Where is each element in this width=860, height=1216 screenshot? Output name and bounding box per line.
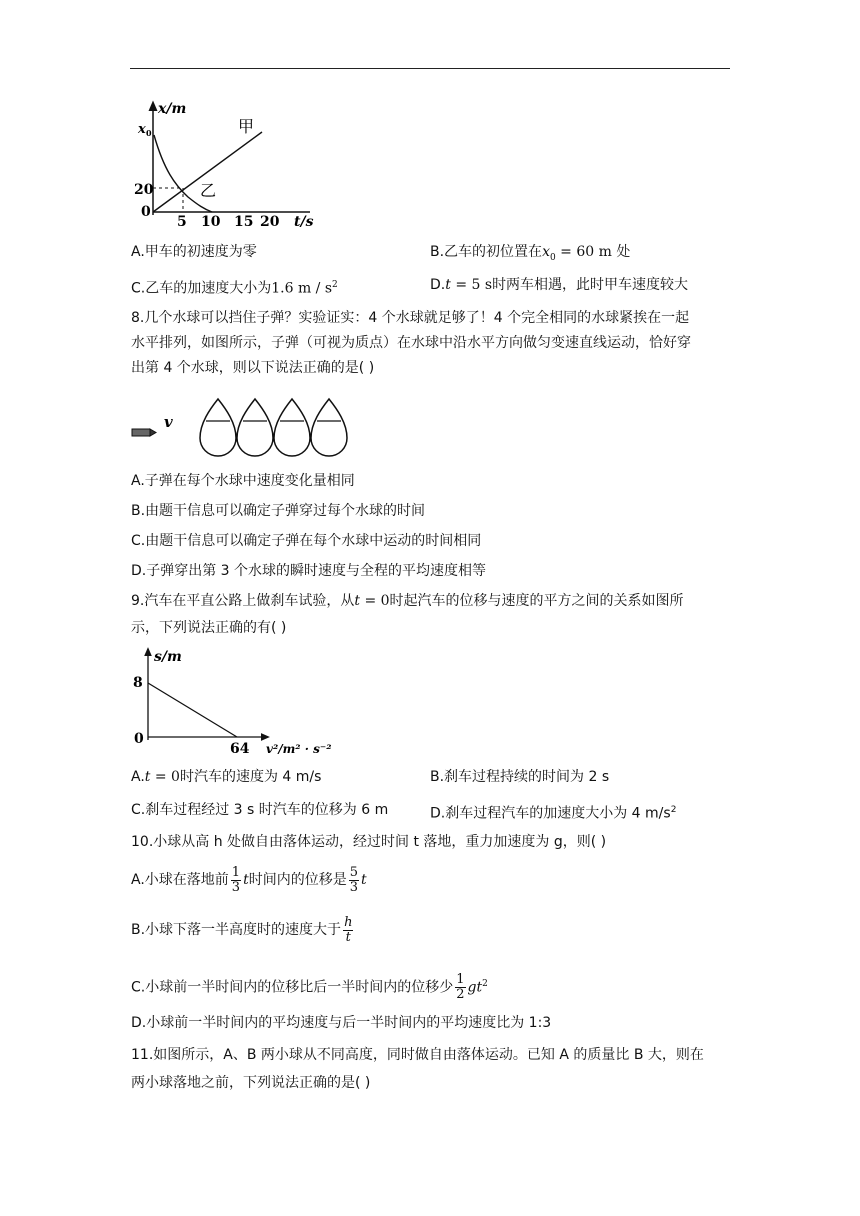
q11-stem-line-2: 两小球落地之前，下列说法正确的是( ) xyxy=(131,1075,371,1091)
label-8: 8 xyxy=(133,675,143,691)
origin-label: 0 xyxy=(134,731,144,747)
label-64: 64 xyxy=(230,741,250,757)
q10-option-b: B.小球下落一半高度时的速度大于 $\frac{h}{t}$ xyxy=(131,914,353,945)
q9-stem-line-1: 9.汽车在平直公路上做刹车试验，从t = 0时起汽车的位移与速度的平方之间的关系如图所 xyxy=(131,593,684,609)
q8-option-b: B.由题干信息可以确定子弹穿过每个水球的时间 xyxy=(131,503,426,519)
fraction: $\frac{1}{2}$ xyxy=(456,972,465,1003)
label-20: 20 xyxy=(134,182,154,198)
water-ball xyxy=(311,399,347,456)
fraction: $\frac{h}{t}$ xyxy=(344,914,353,945)
q11-stem-line-1: 11.如图所示，A、B 两小球从不同高度，同时做自由落体运动。已知 A 的质量比 B 大，则在 xyxy=(131,1047,704,1063)
x-axis-label: v²/m² · s⁻² xyxy=(266,742,332,756)
water-balls-figure xyxy=(130,393,370,463)
label-jia: 甲 xyxy=(238,117,255,136)
water-ball xyxy=(237,399,273,456)
water-ball xyxy=(274,399,310,456)
fraction: $\frac{1}{3}$ xyxy=(231,864,241,895)
q8-option-d: D.子弹穿出第 3 个水球的瞬时速度与全程的平均速度相等 xyxy=(131,563,487,579)
fraction: $\frac{5}{3}$ xyxy=(349,864,358,895)
q10-stem: 10.小球从高 h 处做自由落体运动，经过时间 t 落地，重力加速度为 g，则( ) xyxy=(131,834,607,850)
q7-option-c: C.乙车的加速度大小为1.6 m / $s^2$ xyxy=(131,280,338,297)
tick-20: 20 xyxy=(260,214,280,230)
velocity-label: v xyxy=(164,413,173,431)
q7-option-b: B.乙车的初位置在$x_0 = 60$ m 处 xyxy=(430,244,631,263)
origin-label: 0 xyxy=(141,204,151,220)
q10-option-a: A.小球在落地前 $\frac{1}{3}$ t时间内的位移是 $\frac{5}{3}$ t xyxy=(131,864,367,895)
q8-stem-line-1: 8.几个水球可以挡住子弹？实验证实：4 个水球就足够了！4 个完全相同的水球紧挨在一起 xyxy=(131,310,690,326)
line-jia xyxy=(153,132,262,212)
q9-option-b: B.刹车过程持续的时间为 2 s xyxy=(430,769,610,785)
tick-15: 15 xyxy=(234,214,254,230)
xt-graph xyxy=(130,95,330,230)
q7-option-a: A.甲车的初速度为零 xyxy=(131,244,257,260)
s-v2-graph xyxy=(130,645,332,757)
q8-option-c: C.由题干信息可以确定子弹在每个水球中运动的时间相同 xyxy=(131,533,482,549)
header-rule xyxy=(130,68,730,69)
y-axis-label: x/m xyxy=(158,101,187,117)
x-axis-label: t/s xyxy=(294,214,314,230)
x0-label: x xyxy=(138,122,146,137)
q8-stem-line-3: 出第 4 个水球，则以下说法正确的是( ) xyxy=(131,360,375,376)
bullet-icon xyxy=(132,429,156,436)
q9-option-c: C.刹车过程经过 3 s 时汽车的位移为 6 m xyxy=(131,802,389,818)
q10-option-d: D.小球前一半时间内的平均速度与后一半时间内的平均速度比为 1:3 xyxy=(131,1015,552,1031)
q7-option-d: D.t = 5 s时两车相遇，此时甲车速度较大 xyxy=(430,277,689,293)
q9-option-d: D.刹车过程汽车的加速度大小为 4 $m/s^2$ xyxy=(430,805,677,822)
tick-10: 10 xyxy=(201,214,221,230)
q8-option-a: A.子弹在每个水球中速度变化量相同 xyxy=(131,473,355,489)
q10-option-c: C.小球前一半时间内的位移比后一半时间内的位移少 $\frac{1}{2}$ $gt^2$ xyxy=(131,972,488,1003)
label-yi: 乙 xyxy=(200,181,217,200)
q8-stem-line-2: 水平排列，如图所示，子弹（可视为质点）在水球中沿水平方向做匀变速直线运动，恰好穿 xyxy=(131,335,691,351)
s-v2-line xyxy=(148,683,237,737)
y-axis-label: s/m xyxy=(154,649,182,665)
water-ball xyxy=(200,399,236,456)
q9-stem-line-2: 示，下列说法正确的有( ) xyxy=(131,620,287,636)
q9-option-a: A.t = 0时汽车的速度为 4 m/s xyxy=(131,769,322,785)
tick-5: 5 xyxy=(177,214,187,230)
x0-sub: 0 xyxy=(146,128,152,138)
